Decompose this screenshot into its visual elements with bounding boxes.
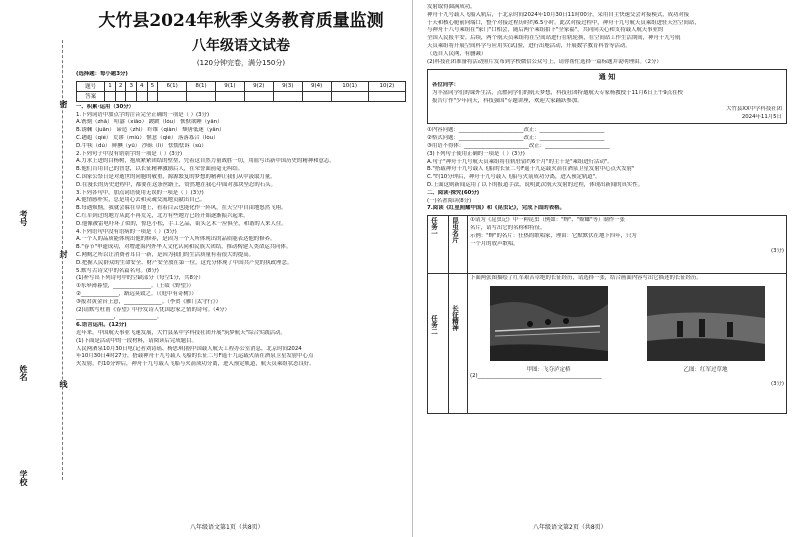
answer-cell[interactable] — [136, 91, 147, 101]
seal-mark-seal: 封 — [59, 250, 68, 258]
answer-cell[interactable] — [244, 91, 273, 101]
fill-blank-line[interactable]: ②______________，路远莫致之。（《庭中有奇树》） — [76, 290, 197, 297]
question-line: 5.默写古诗文中的名篇名句。(8分) — [76, 267, 159, 274]
answer-table-header: 9(3) — [273, 81, 302, 91]
passage-line: 全国人民报平安。后续，两个航天员乘组将在空间站进行在轨轮换，在空间站工作生活期间，神舟十九号航 — [427, 35, 681, 42]
answer-cell[interactable] — [215, 91, 244, 101]
question-line: 1.下列词语中加点字的注音完全正确的一项是（ ）(3分) — [76, 111, 210, 118]
option-line: B.每遇烦恼，我就会躲在草地上，看着白云也能化作一阵风，在天空中自由地悠然飞翔。 — [76, 205, 287, 212]
passage-line: 神舟十九号载人飞船入轨后，于北京时间2024年10月30日11时00分，采用自主快速交会对接模式，成功对接 — [427, 11, 690, 18]
question-line: 4.下列语句中没有语病的一项是（ ）(3分) — [76, 228, 177, 235]
answer-row-label: 答案 — [77, 91, 105, 101]
task-table — [427, 215, 787, 414]
option-line: A.镌刻（zhā） 喧嚣（xiāo） 踱踱（lóu） 恹恹欲睡（yān） — [76, 119, 223, 126]
passage-line: 火发射，约10分钟后，神舟十九号载人飞船与火箭成功分离，进入预定轨道，航天员乘组状态良好。 — [76, 361, 315, 368]
fix-field-label: ①内容问题： — [427, 127, 459, 134]
passage-line: 与神舟十八号乘组在"家门"口相会，随后两个乘组拍下"全家福"，共同向关心和支持载人航天事业的 — [427, 27, 664, 34]
fix-field-correction: 改正： — [528, 142, 546, 149]
page-right — [412, 0, 794, 537]
notice-title: 通 知 — [598, 73, 616, 82]
notice-body: 为丰富同学们的课外生活，点燃同学们的航天梦想，科技社团特邀航天专家杨教授于11月6日上午9点在校 — [432, 90, 683, 97]
task1-score: (3分) — [770, 248, 784, 255]
photo-jia-caption: 甲图：飞夺泸定桥 — [526, 366, 571, 373]
seal-mark-secret: 密 — [59, 100, 68, 108]
answer-table-header: 5 — [147, 81, 158, 91]
binding-margin — [0, 0, 70, 537]
answer-cell[interactable] — [105, 91, 116, 101]
notice-date: 2024年11月5日 — [741, 113, 782, 120]
left-content — [76, 4, 406, 369]
task2-body[interactable] — [468, 274, 787, 414]
option-line: C.趔趄（qiè） 荒谬（miù） 惬意（qiè） 落落寡合（lòu） — [76, 134, 219, 141]
question-line: 6.语言运用。(12分) — [76, 322, 127, 329]
fill-blank-line[interactable]: ①东皋薄暮望，______________。（王绩《野望》） — [76, 283, 195, 290]
task2-label: 任务二 — [430, 315, 438, 335]
fill-blank-line[interactable]: ③报君黄金台上意，______________。（李贺《雁门太守行》） — [76, 298, 221, 305]
answer-cell[interactable] — [115, 91, 126, 101]
photo-yi — [647, 286, 765, 373]
question-line: (2)科技社团准备将活动照片发布到学校微信公众号上，请你帮忙选择一篇标题并说明理由。（2分） — [427, 58, 662, 65]
bridge-photo — [490, 286, 608, 361]
exam-subtitle: 八年级语文试卷 — [192, 38, 290, 54]
subsection-heading: (一)名著阅读(8分) — [427, 197, 472, 204]
option-line: A.一个人的品质能体现出他的修养，是因为一个人所体现出的品质能表达他的修养。 — [76, 236, 276, 243]
option-line: B."春节"申遗成功，对增进海内外华人文化认同和民族大团结，推动构建人类命运共同体。 — [76, 244, 292, 251]
question-line: 3.下列各句中，加点词语使用无误的一项是（ ）(3分) — [76, 189, 204, 196]
task2-answer-line[interactable]: (2)______________________________________________ — [470, 372, 602, 379]
cut-line — [62, 40, 63, 480]
task2-label-cell — [428, 274, 449, 414]
task1-text: ①请为《昆虫记》中一种昆虫（例如："蝉"、"螳螂"等）制作一张 — [470, 217, 625, 224]
answer-cell[interactable] — [302, 91, 331, 101]
passage-line: 于天和核心舱前向端口，整个对接过程历时约6.5小时。此次对接过程中，神舟十九号航天员乘组进驻天宫空间站， — [427, 19, 700, 26]
answer-cell[interactable] — [126, 91, 137, 101]
section-heading: 二、阅读·探究(60分) — [427, 189, 480, 196]
fix-field-label: ③用语不得体： — [427, 142, 465, 149]
exam-note: (120分钟完卷，满分150分) — [196, 59, 286, 67]
answer-table-header: 9(1) — [215, 81, 244, 91]
option-line: D.牛犊（dú） 鲜腆（yǔ） 沙砾（lì） 怯懦怯诉（sù） — [76, 142, 207, 149]
right-content — [427, 4, 787, 414]
task2-score: (3分) — [770, 380, 784, 387]
passage-line: 天员乘组将开展空间科学与应用实(试)验，进行出舱活动，开展数字教育科普等活动。 — [427, 42, 631, 49]
seal-mark-line: 线 — [59, 380, 68, 388]
option-line: C."约10分钟后，神舟十九号载人飞船与火箭成功分离，进入预定轨道"。 — [427, 174, 601, 181]
school-label: 学校 — [19, 470, 28, 486]
passage-line: 发射取得圆满成功。 — [427, 4, 476, 10]
question-line: (2)请默写杜甫《春望》中抒发诗人忧国思家之情的诗句。（4分） — [76, 306, 230, 313]
passage-line: 近年来，中国航天事业飞速发展，大竹县某中学科技社团开展"筑梦航天"综合实践活动。 — [76, 329, 286, 336]
answer-table-header: 6(1) — [158, 81, 187, 91]
section-heading: 一、积累·运用（30分） — [76, 103, 135, 110]
task1-label-cell — [428, 216, 449, 274]
answer-cell[interactable] — [158, 91, 187, 101]
answer-table — [76, 81, 406, 102]
option-line: A.力求上进的白杨树，抱成紧紧团结的壁垒，凭着这自然力量战胜一切，用血写出新中国历史的精神和意志。 — [76, 158, 335, 165]
question-line: 2.下列句子中没有错别字的一项是（ ）(3分) — [76, 150, 183, 157]
question-line: (3)下列句子使用正确的一项是（ ）(3分) — [427, 150, 525, 157]
answer-table-header: 9(2) — [244, 81, 273, 91]
task1-text: 一个月的放声歌唱。 — [470, 240, 519, 247]
question-line: (1)补写出下列诗句中的空缺部分（每空1分，共8分） — [76, 275, 204, 282]
name-label: 姓名 — [19, 365, 28, 381]
notice-body: 报告厅作"少年同天，科技强国"专题讲座，欢迎大家踊跃参加。 — [432, 97, 583, 104]
option-line: C.红军到过的地方从此不再荒芜，北方有些地方已经开始逐渐振兴起来。 — [76, 212, 249, 219]
task2-sub-cell — [449, 274, 468, 414]
answer-cell[interactable] — [147, 91, 158, 101]
fix-field-correction: 改正： — [523, 127, 540, 134]
score-caption: (选择题：每小题3分) — [76, 71, 128, 77]
task2-answer-number: (2) — [470, 372, 478, 379]
task1-label: 任务一 — [430, 217, 438, 237]
fix-field-label: ②格式问题： — [427, 135, 459, 142]
passage-line: 年10月30日4时27分，搭载神舟十九号载人飞船的长征二号F遥十九运载火箭在酒泉卫星发射中心点 — [76, 353, 314, 360]
fill-blank-line[interactable]: ______________，______________。 — [76, 314, 163, 321]
notice-box — [427, 69, 787, 124]
photo-row — [470, 286, 784, 373]
answer-table-header: 8(1) — [187, 81, 216, 91]
answer-cell[interactable] — [273, 91, 302, 101]
answer-table-header: 10(1) — [331, 81, 368, 91]
grassland-photo — [647, 286, 765, 361]
page-footer-right: 八年级语文第2页（共8页） — [533, 524, 607, 531]
page-footer-left: 八年级语文第1页（共8页） — [190, 524, 264, 531]
answer-table-header: 10(2) — [368, 81, 405, 91]
option-line: B.他们肯用自己的智慧，以长征精神激励后人，在荣誉面前毫无纠结。 — [76, 166, 244, 173]
task1-body[interactable] — [468, 216, 787, 274]
option-line: A.句子"神舟十九号航天员乘组将在轨驻留约6个月"的主干是"乘组进行活动"。 — [427, 158, 613, 165]
option-line: D.在漫长的历史进程中，都要在这条丝路上，赞然地在我心中面对那块坚忍的石头。 — [76, 181, 276, 188]
exam-title: 大竹县2024年秋季义务教育质量监测 — [98, 11, 384, 31]
option-line: B."搭载神舟十九号载人飞船的长征二号F遥十九运载火箭在酒泉卫星发射中心点火发射" — [427, 166, 635, 173]
option-line: A.他情感朴实，总是用心去和灵魂交流地贡献出自己。 — [76, 197, 206, 204]
fix-field[interactable]: ③用语不得体：________________________改正：________________________ — [427, 142, 610, 149]
passage-line: 人民网酒泉10月30日电(记者刘诗瑶、杨思琪)据中国载人航天工程办公室消息，北京时间2024 — [76, 345, 302, 352]
answer-cell[interactable] — [368, 91, 405, 101]
task1-sub: 昆虫名片 — [451, 217, 459, 244]
fix-field-correction: 改正： — [523, 135, 540, 142]
option-line: B.锈斓（juān） 谛造（zhì） 纤维（qiàn） 颓唐低迷（yǎn） — [76, 127, 225, 134]
notice-to: 各位同学： — [432, 82, 459, 89]
answer-table-header: 4 — [136, 81, 147, 91]
answer-cell[interactable] — [331, 91, 368, 101]
fix-field[interactable]: ②格式问题：________________________改正：________________________ — [427, 135, 605, 142]
question-line: 7.阅读《红星照耀中国》和《昆虫记》，完成下面的表格。 — [427, 205, 565, 212]
option-line: C.网购之所以让消费者耳目一新，是因为我们的生活质量有着很大的提高。 — [76, 251, 254, 258]
task1-sub-cell — [449, 216, 468, 274]
answer-table-header: 9(4) — [302, 81, 331, 91]
task2-intro: 下面两张图描绘了红军艰苦卓绝的长征经历，请选择一张，结合画面内容写出它描述的长征经历。 — [470, 275, 702, 282]
task1-text: 名片，请写出它的名称和特征。 — [470, 224, 546, 231]
answer-cell[interactable] — [187, 91, 216, 101]
option-line: D.上面这则新闻运用了以下的报道手法，说明此次航天发射的过程，体现出新闻的真实性。 — [427, 181, 644, 188]
option-line: D.他像被雷电吓坏了似的，惊色小松，手工艺品，街头艺术一应俱全，和谐的人来人往。 — [76, 220, 287, 227]
answer-table-header: 题号 — [77, 81, 105, 91]
photo-jia — [490, 286, 608, 373]
answer-table-header: 2 — [115, 81, 126, 91]
option-line: D.把握人民群众的生命安全、财产安全放在第一位，这充分体现了中国共产党的执政理念。 — [76, 259, 293, 266]
exam-number-label: 考号 — [19, 210, 28, 226]
passage-line: (1)下面是活动中的一段材料，请阅读后完成题目。 — [76, 337, 197, 344]
answer-table-header: 3 — [126, 81, 137, 91]
option-line: C.国家公祭日是对逝世的同胞的敬重，源源繁复的梦想的精神让我们从中汲取力量。 — [76, 173, 276, 180]
task2-sub: 长征精神 — [451, 305, 459, 332]
task1-text: 示例："蝉"的名片：狂热的歌唱家，理由：它默默伏在地下四年，只为 — [470, 232, 637, 239]
source-line: （选自人民网，有删减） — [427, 50, 487, 57]
notice-signer: 大竹县XX中学科技社团 — [726, 105, 782, 112]
answer-table-header: 1 — [105, 81, 116, 91]
fix-field[interactable]: ①内容问题：________________________改正：________________________ — [427, 127, 605, 134]
photo-yi-caption: 乙图：红军过草地 — [683, 366, 728, 373]
